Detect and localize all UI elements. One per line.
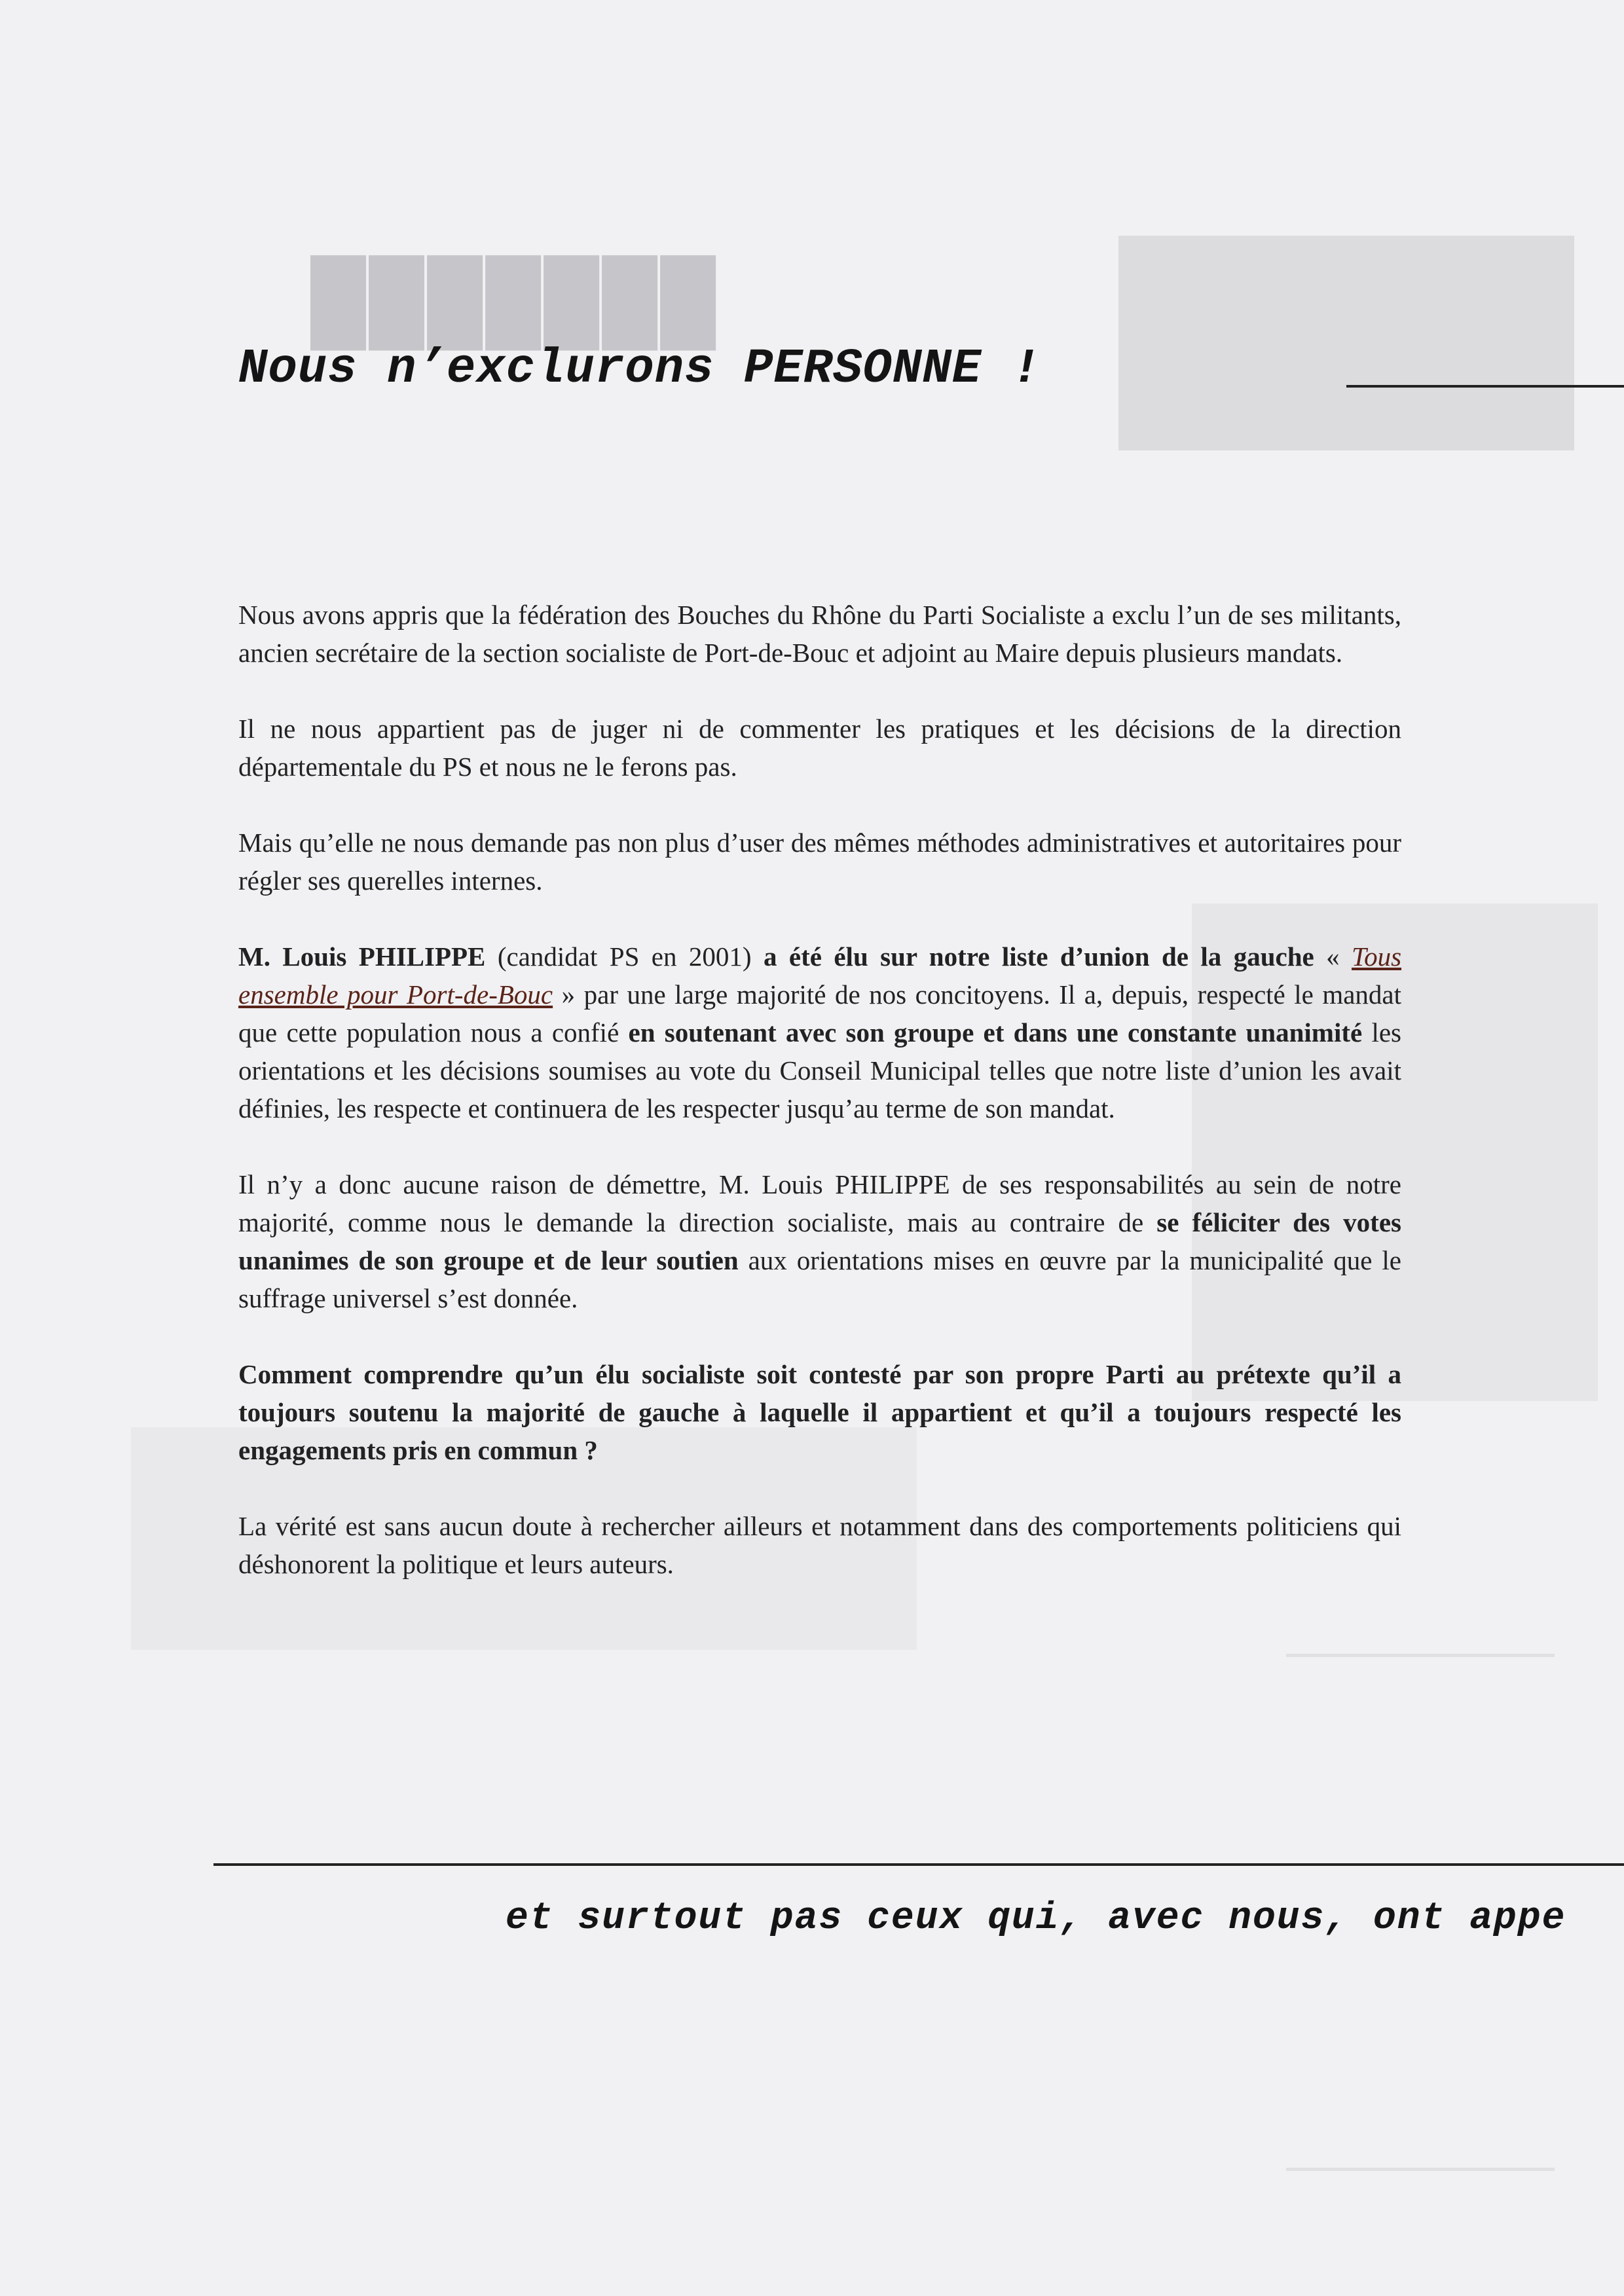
paragraph-3: Mais qu’elle ne nous demande pas non plus d’user des mêmes méthodes administratives et autoritaires pour régler ses querelles internes.	[238, 828, 1401, 896]
footer-rule	[213, 1863, 1624, 1866]
paragraph-4-rest: les orientations et les décisions soumises au vote du Conseil Municipal telles que notre liste d’union les avait définies, les respecte et continuera de les respecter jusqu’au terme de son mandat.	[238, 1017, 1401, 1123]
paragraph-1: Nous avons appris que la fédération des Bouches du Rhône du Parti Socialiste a exclu l’un de ses militants, ancien secrétaire de la section socialiste de Port-de-Bouc et adjoint au Maire depuis plusieurs mandats.	[238, 600, 1401, 668]
paragraph-6: Comment comprendre qu’un élu socialiste soit contesté par son propre Parti au prétexte qu’il a toujours soutenu la majorité de gauche à laquelle il appartient et qu’il a toujours respecté les engagements pris en commun ?	[238, 1359, 1401, 1465]
list-name: Tous ensemble pour Port-de-Bouc	[238, 941, 1402, 1010]
quote-open: «	[1326, 941, 1340, 972]
bleed-title-shadow: ███████	[308, 257, 716, 344]
quote-close: »	[561, 979, 576, 1010]
page-title: Nous n’exclurons PERSONNE !	[238, 342, 1041, 397]
footer-tagline: et surtout pas ceux qui, avec nous, ont appe	[506, 1897, 1566, 1940]
paragraph-5-emphasis: se féliciter des votes unanimes de son groupe et de leur soutien	[238, 1207, 1401, 1275]
paragraph-5-intro: Il n’y a donc aucune raison de démettre, M. Louis PHILIPPE de ses responsabilités au sein de notre majorité, comme nous le demande la direction socialiste, mais au contraire de	[238, 1169, 1401, 1237]
article-body	[238, 596, 1401, 1621]
paragraph-7: La vérité est sans aucun doute à rechercher ailleurs et notamment dans des comportements politiciens qui déshonorent la politique et leurs auteurs.	[238, 1511, 1401, 1579]
title-rule	[1346, 385, 1624, 388]
election-statement: a été élu sur notre liste d’union de la gauche	[763, 941, 1314, 972]
paragraph-5-end: aux orientations mises en œuvre par la municipalité que le suffrage universel s’est donnée.	[238, 1245, 1402, 1313]
bleed-dark-block	[1118, 236, 1574, 450]
majority-text: par une large majorité de nos concitoyens. Il a, depuis, respecté le mandat que cette population nous a confié	[238, 979, 1401, 1048]
support-statement: en soutenant avec son groupe et dans une constante unanimité	[628, 1017, 1363, 1048]
candidacy-note: (candidat PS en 2001)	[497, 941, 752, 972]
candidate-name: M. Louis PHILIPPE	[238, 941, 486, 972]
paragraph-5	[238, 1165, 1401, 1317]
paragraph-4	[238, 938, 1401, 1127]
paragraph-2: Il ne nous appartient pas de juger ni de commenter les pratiques et les décisions de la direction départementale du PS et nous ne le ferons pas.	[238, 714, 1401, 782]
